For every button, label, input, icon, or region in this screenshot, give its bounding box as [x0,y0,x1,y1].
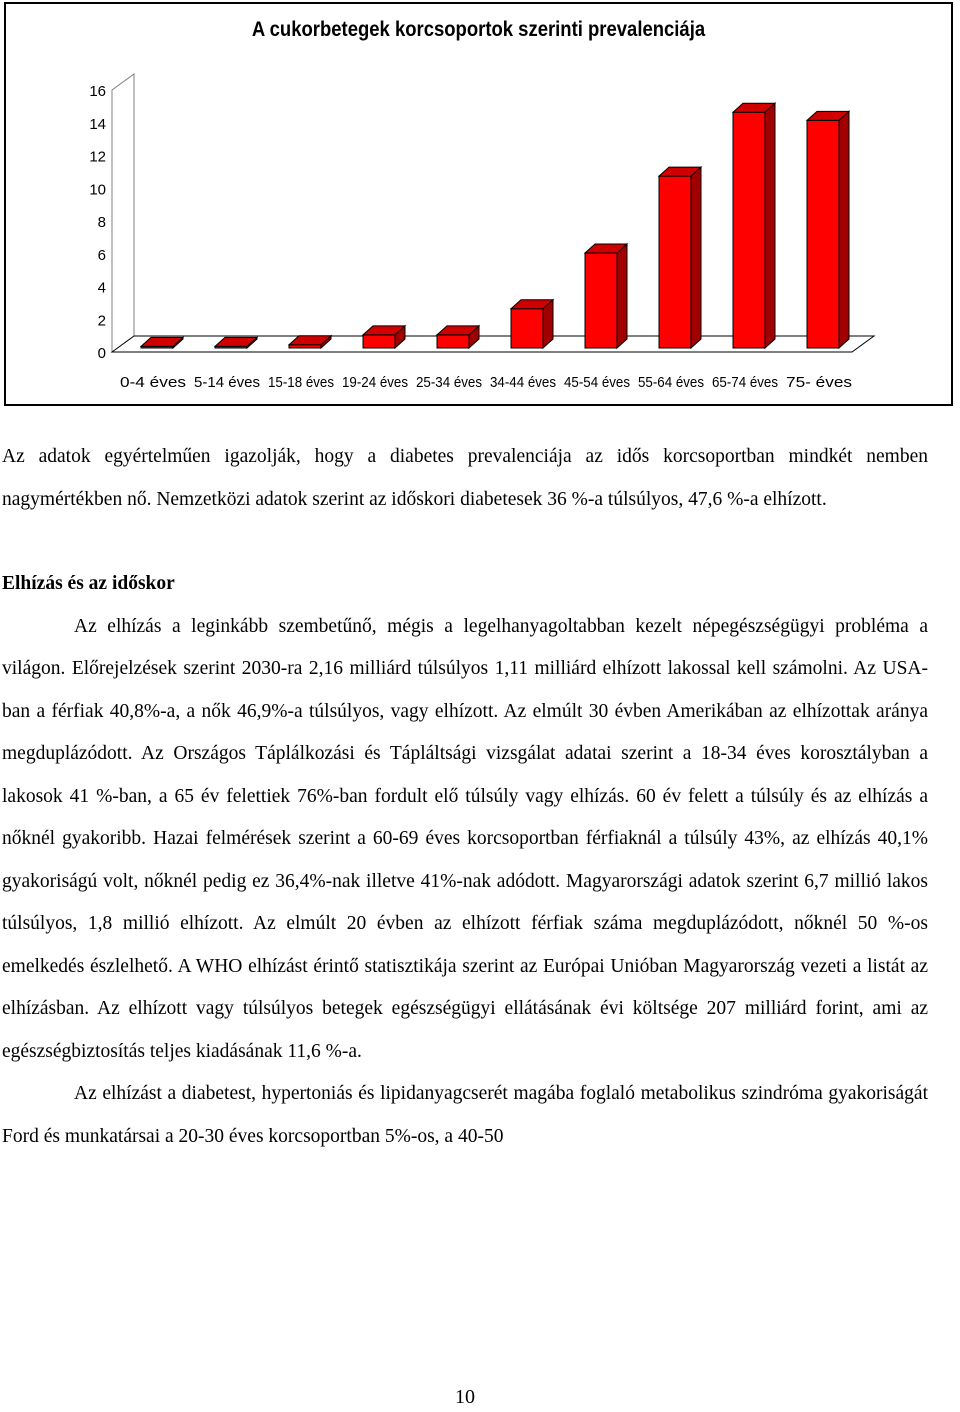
paragraph-metabolic: Az elhízást a diabetest, hypertoniás és lipidanyagcserét magába foglaló metabolikus szindróma gyakoriságát Ford és munkatársai a 20-30 éves korcsoportban 5%-os, a 40-50 [2,1083,928,1147]
y-tick-label: 2 [97,312,106,330]
x-tick-label: 75- éves [786,375,852,391]
x-tick-label: 19-24 éves [342,375,408,391]
bar-side [765,103,775,348]
bar-side [691,167,701,348]
bar [363,335,395,348]
x-tick-label: 55-64 éves [638,375,704,391]
bar [511,309,543,348]
x-tick-label: 15-18 éves [268,375,334,391]
bar [437,335,469,348]
y-tick-label: 16 [89,83,106,100]
bar [807,120,839,348]
bar-side [839,111,849,348]
chart-title: A cukorbetegek korcsoportok szerinti prevalenciája [251,18,706,41]
y-tick-label: 0 [97,345,106,362]
bar [659,176,691,348]
y-tick-label: 10 [89,181,106,199]
section-heading: Elhízás és az időskor [2,573,175,594]
y-tick-label: 4 [97,279,106,297]
y-tick-label: 6 [97,246,106,264]
bar [585,253,617,348]
bar-chart [6,4,951,404]
bar [733,112,765,348]
page-number: 10 [455,1386,475,1408]
chart-frame [4,2,953,406]
x-tick-label: 45-54 éves [564,375,630,391]
x-tick-label: 0-4 éves [120,375,186,391]
y-tick-label: 8 [97,214,106,231]
y-tick-label: 12 [89,148,106,166]
paragraph-intro: Az adatok egyértelműen igazolják, hogy a diabetes prevalenciája az idős korcsoportban mindkét nemben nagymértékben nő. Nemzetközi adatok szerint az időskori diabetesek 36 %-a túlsúlyos, 47,6 %-a elhízott. [2,446,928,510]
bar-side [617,244,627,348]
y-tick-label: 14 [89,115,106,133]
x-tick-label: 5-14 éves [194,375,260,391]
x-tick-label: 25-34 éves [416,375,482,391]
paragraph-obesity: Az elhízás a leginkább szembetűnő, mégis a legelhanyagoltabban kezelt népegészségügyi probléma a világon. Előrejelzések szerint 2030-ra 2,16 milliárd túlsúlyos 1,11 milliárd elhízott lakossal kell számolni. Az USA-ban a férfiak 40,8%-a, a nők 46,9%-a túlsúlyos, vagy elhízott. Az elmúlt 30 évben Amerikában az elhízottak aránya megduplázódott. Az Országos Táplálkozási és Tápláltsági vizsgálat adatai szerint a 18-34 éves korosztályban a lakosok 41 %-ban, a 65 év felettiek 76%-ban fordult elő túlsúly vagy elhízás. 60 év felett a túlsúly és az elhízás a nőknél gyakoribb. Hazai felmérések szerint a 60-69 éves korcsoportban férfiaknál a túlsúly 43%, az elhízás 40,1% gyakoriságú volt, nőknél pedig ez 36,4%-nak illetve 41%-nak adódott. Magyarországi adatok szerint 6,7 millió lakos túlsúlyos, 1,8 millió elhízott. Az elmúlt 20 évben az elhízott férfiak száma megduplázódott, nőknél 50 %-os emelkedés észlelhető. A WHO elhízást érintő statisztikája szerint az Európai Unióban Magyarország vezeti a listát az elhízásban. Az elhízott vagy túlsúlyos betegek egészségügyi ellátásának évi költsége 207 milliárd forint, ami az egészségbiztosítás teljes kiadásának 11,6 %-a. [2,615,928,1062]
x-tick-label: 34-44 éves [490,375,556,391]
x-tick-label: 65-74 éves [712,375,778,391]
body-text [2,436,928,1158]
